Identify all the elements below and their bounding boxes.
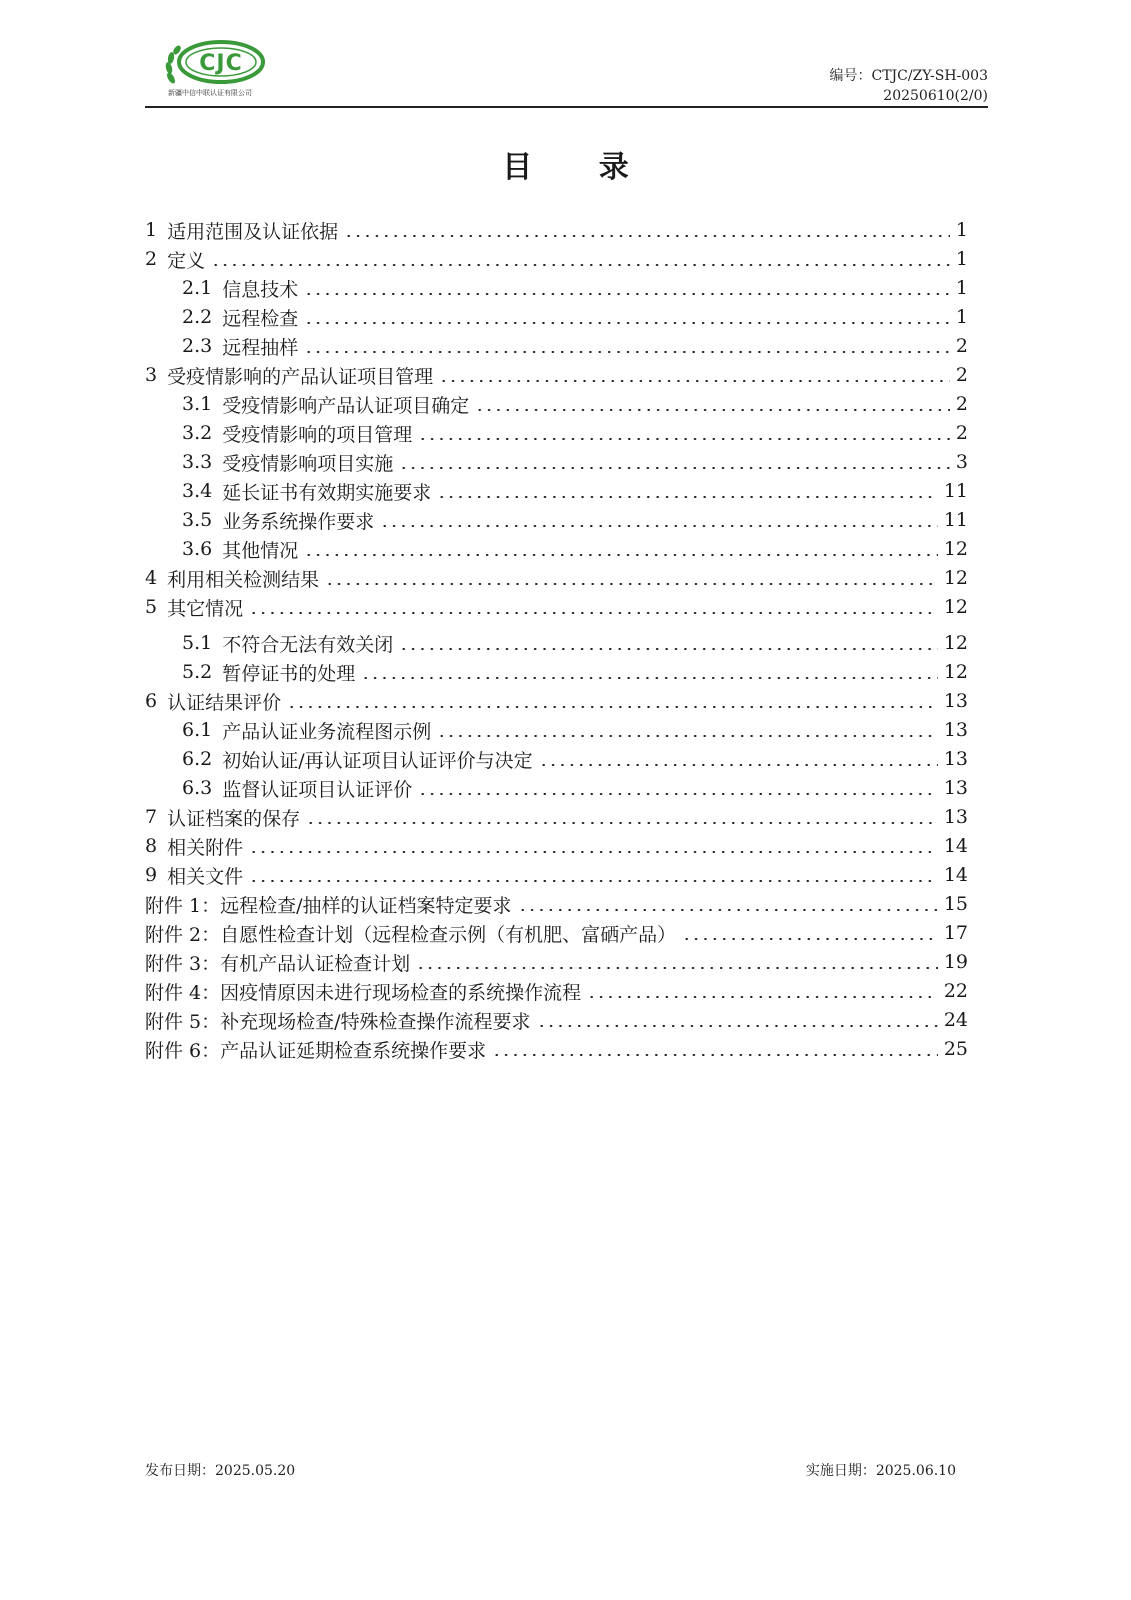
toc-entry-number: 3 bbox=[145, 364, 158, 386]
toc-entry-label: 延长证书有效期实施要求 bbox=[222, 481, 432, 504]
toc-entry-number: 6.3 bbox=[182, 777, 213, 799]
toc-entry-number: 附件 4： bbox=[145, 981, 221, 1004]
toc-entry[interactable] bbox=[145, 976, 968, 1006]
toc-entry-number: 7 bbox=[145, 806, 158, 828]
toc-dot-leader bbox=[518, 909, 938, 911]
toc-dot-leader bbox=[437, 735, 938, 737]
toc-entry-number: 3.3 bbox=[182, 451, 213, 473]
toc-dot-leader bbox=[304, 293, 950, 295]
toc-entry[interactable] bbox=[182, 715, 968, 745]
company-name: 新疆中信中联认证有限公司 bbox=[168, 89, 252, 97]
toc-entry-number: 6 bbox=[145, 690, 158, 712]
page-header bbox=[145, 38, 988, 108]
toc-entry[interactable] bbox=[145, 831, 968, 861]
toc-dot-leader bbox=[249, 851, 938, 853]
toc-entry-label: 利用相关检测结果 bbox=[167, 568, 320, 591]
toc-entry-page: 13 bbox=[943, 806, 968, 828]
toc-dot-leader bbox=[211, 264, 950, 266]
toc-entry-page: 1 bbox=[955, 306, 968, 328]
toc-entry-number: 2.3 bbox=[182, 335, 213, 357]
toc-entry-page: 2 bbox=[955, 393, 968, 415]
toc-entry[interactable] bbox=[145, 889, 968, 919]
toc-entry-page: 2 bbox=[955, 364, 968, 386]
toc-entry-number: 8 bbox=[145, 835, 158, 857]
toc-entry-label: 相关文件 bbox=[167, 865, 244, 888]
toc-dot-leader bbox=[304, 351, 950, 353]
toc-dot-leader bbox=[304, 554, 938, 556]
toc-entry[interactable] bbox=[145, 592, 968, 622]
toc-dot-leader bbox=[475, 409, 950, 411]
toc-entry-page: 12 bbox=[943, 632, 968, 654]
toc-entry-number: 3.4 bbox=[182, 480, 213, 502]
toc-entry-number: 附件 5： bbox=[145, 1010, 221, 1033]
toc-dot-leader bbox=[537, 1025, 938, 1027]
toc-entry-number: 附件 2： bbox=[145, 923, 221, 946]
toc-entry-label: 受疫情影响的产品认证项目管理 bbox=[167, 365, 434, 388]
toc-entry-label: 适用范围及认证依据 bbox=[167, 220, 339, 243]
toc-entry-label: 认证结果评价 bbox=[167, 691, 282, 714]
toc-entry[interactable] bbox=[145, 860, 968, 890]
toc-dot-leader bbox=[418, 793, 938, 795]
toc-entry-page: 14 bbox=[943, 835, 968, 857]
toc-dot-leader bbox=[437, 496, 938, 498]
doc-number: 编号：CTJC/ZY-SH-003 bbox=[829, 68, 988, 84]
toc-entry-page: 22 bbox=[943, 980, 968, 1002]
toc-entry-number: 4 bbox=[145, 567, 158, 589]
toc-dot-leader bbox=[539, 764, 938, 766]
toc-entry-label: 监督认证项目认证评价 bbox=[222, 778, 413, 801]
toc-entry-page: 11 bbox=[943, 509, 968, 531]
toc-dot-leader bbox=[418, 438, 950, 440]
doc-info bbox=[829, 66, 988, 106]
toc-entry[interactable] bbox=[145, 1034, 968, 1064]
toc-entry[interactable] bbox=[182, 302, 968, 332]
toc-entry[interactable] bbox=[182, 476, 968, 506]
toc-entry-label: 远程检查 bbox=[222, 307, 299, 330]
toc-entry[interactable] bbox=[145, 563, 968, 593]
toc-entry[interactable] bbox=[145, 1005, 968, 1035]
toc-entry[interactable] bbox=[182, 273, 968, 303]
toc-entry-label: 远程检查/抽样的认证档案特定要求 bbox=[220, 894, 512, 917]
toc-entry-number: 2.2 bbox=[182, 306, 213, 328]
toc-entry-page: 1 bbox=[955, 277, 968, 299]
toc-entry-page: 13 bbox=[943, 748, 968, 770]
toc-entry-label: 定义 bbox=[167, 249, 206, 272]
toc-entry-page: 12 bbox=[943, 567, 968, 589]
toc-dot-leader bbox=[249, 880, 938, 882]
toc-entry[interactable] bbox=[182, 534, 968, 564]
toc-entry-label: 信息技术 bbox=[222, 278, 299, 301]
toc-entry-number: 5 bbox=[145, 596, 158, 618]
toc-entry[interactable] bbox=[145, 686, 968, 716]
toc-dot-leader bbox=[325, 583, 938, 585]
toc-entry[interactable] bbox=[182, 744, 968, 774]
toc-dot-leader bbox=[587, 996, 938, 998]
toc-entry-label: 受疫情影响的项目管理 bbox=[222, 423, 413, 446]
toc-entry-number: 附件 6： bbox=[145, 1039, 221, 1062]
toc-dot-leader bbox=[439, 380, 950, 382]
toc-entry-label: 其它情况 bbox=[167, 597, 244, 620]
toc-entry-label: 产品认证延期检查系统操作要求 bbox=[220, 1039, 487, 1062]
toc-entry-label: 自愿性检查计划（远程检查示例（有机肥、富硒产品） bbox=[220, 923, 677, 946]
toc-dot-leader bbox=[399, 648, 938, 650]
toc-entry[interactable] bbox=[182, 418, 968, 448]
toc-entry-page: 24 bbox=[943, 1009, 968, 1031]
toc-entry[interactable] bbox=[182, 657, 968, 687]
toc-entry-number: 2 bbox=[145, 248, 158, 270]
toc-entry[interactable] bbox=[182, 628, 968, 658]
toc-entry-page: 13 bbox=[943, 719, 968, 741]
toc-entry[interactable] bbox=[145, 947, 968, 977]
toc-entry-label: 产品认证业务流程图示例 bbox=[222, 720, 432, 743]
toc-entry-page: 17 bbox=[943, 922, 968, 944]
toc-entry-page: 19 bbox=[943, 951, 968, 973]
toc-entry[interactable] bbox=[145, 802, 968, 832]
toc-entry-page: 14 bbox=[943, 864, 968, 886]
toc-dot-leader bbox=[304, 322, 950, 324]
toc-entry-label: 认证档案的保存 bbox=[167, 807, 301, 830]
toc-dot-leader bbox=[682, 938, 938, 940]
toc-entry-label: 受疫情影响项目实施 bbox=[222, 452, 394, 475]
toc-entry-page: 13 bbox=[943, 777, 968, 799]
toc-entry-number: 9 bbox=[145, 864, 158, 886]
toc-dot-leader bbox=[416, 967, 938, 969]
toc-entry-label: 远程抽样 bbox=[222, 336, 299, 359]
toc-entry-page: 12 bbox=[943, 661, 968, 683]
toc-dot-leader bbox=[380, 525, 938, 527]
toc-entry-page: 11 bbox=[943, 480, 968, 502]
toc-entry-page: 13 bbox=[943, 690, 968, 712]
toc-entry-label: 暂停证书的处理 bbox=[222, 662, 356, 685]
toc-entry-number: 6.1 bbox=[182, 719, 213, 741]
toc-entry[interactable] bbox=[145, 918, 968, 948]
toc-dot-leader bbox=[249, 612, 938, 614]
toc-entry[interactable] bbox=[145, 215, 968, 245]
toc-entry-label: 有机产品认证检查计划 bbox=[220, 952, 411, 975]
toc-entry-page: 1 bbox=[955, 219, 968, 241]
toc-dot-leader bbox=[399, 467, 950, 469]
toc-entry-label: 业务系统操作要求 bbox=[222, 510, 375, 533]
toc-entry[interactable] bbox=[182, 773, 968, 803]
toc-entry-number: 附件 1： bbox=[145, 894, 221, 917]
toc-entry-label: 其他情况 bbox=[222, 539, 299, 562]
toc-dot-leader bbox=[361, 677, 938, 679]
toc-entry-page: 15 bbox=[943, 893, 968, 915]
toc-entry-label: 初始认证/再认证项目认证评价与决定 bbox=[222, 749, 533, 772]
toc-entry-page: 12 bbox=[943, 596, 968, 618]
toc-entry-page: 25 bbox=[943, 1038, 968, 1060]
toc-entry-label: 因疫情原因未进行现场检查的系统操作流程 bbox=[220, 981, 582, 1004]
toc-entry-number: 3.6 bbox=[182, 538, 213, 560]
toc-entry-page: 12 bbox=[943, 538, 968, 560]
toc-entry[interactable] bbox=[182, 389, 968, 419]
toc-entry-number: 3.5 bbox=[182, 509, 213, 531]
toc-entry[interactable] bbox=[145, 360, 968, 390]
toc-entry-page: 3 bbox=[955, 451, 968, 473]
toc-dot-leader bbox=[287, 706, 938, 708]
toc-entry-number: 5.1 bbox=[182, 632, 213, 654]
toc-entry-number: 2.1 bbox=[182, 277, 213, 299]
toc-entry-number: 附件 3： bbox=[145, 952, 221, 975]
page-title: 目 录 bbox=[502, 150, 657, 185]
toc-entry[interactable] bbox=[145, 244, 968, 274]
toc-entry[interactable] bbox=[182, 331, 968, 361]
toc-entry-number: 6.2 bbox=[182, 748, 213, 770]
toc-entry[interactable] bbox=[182, 447, 968, 477]
toc-entry-label: 受疫情影响产品认证项目确定 bbox=[222, 394, 470, 417]
toc-entry-page: 1 bbox=[955, 248, 968, 270]
toc-entry-number: 3.2 bbox=[182, 422, 213, 444]
effective-date: 实施日期：2025.06.10 bbox=[805, 1463, 956, 1479]
toc-entry-number: 3.1 bbox=[182, 393, 213, 415]
toc-entry[interactable] bbox=[182, 505, 968, 535]
toc-entry-number: 1 bbox=[145, 219, 158, 241]
toc-entry-label: 不符合无法有效关闭 bbox=[222, 633, 394, 656]
toc-dot-leader bbox=[306, 822, 938, 824]
toc-dot-leader bbox=[344, 235, 950, 237]
header-divider bbox=[145, 106, 988, 108]
toc-entry-label: 相关附件 bbox=[167, 836, 244, 859]
toc-dot-leader bbox=[492, 1054, 938, 1056]
logo-text: CJC bbox=[199, 51, 243, 76]
publish-date: 发布日期：2025.05.20 bbox=[145, 1463, 296, 1479]
doc-version: 20250610(2/0) bbox=[883, 88, 988, 104]
toc-entry-page: 2 bbox=[955, 335, 968, 357]
toc-entry-number: 5.2 bbox=[182, 661, 213, 683]
toc-entry-label: 补充现场检查/特殊检查操作流程要求 bbox=[220, 1010, 531, 1033]
toc-entry-page: 2 bbox=[955, 422, 968, 444]
